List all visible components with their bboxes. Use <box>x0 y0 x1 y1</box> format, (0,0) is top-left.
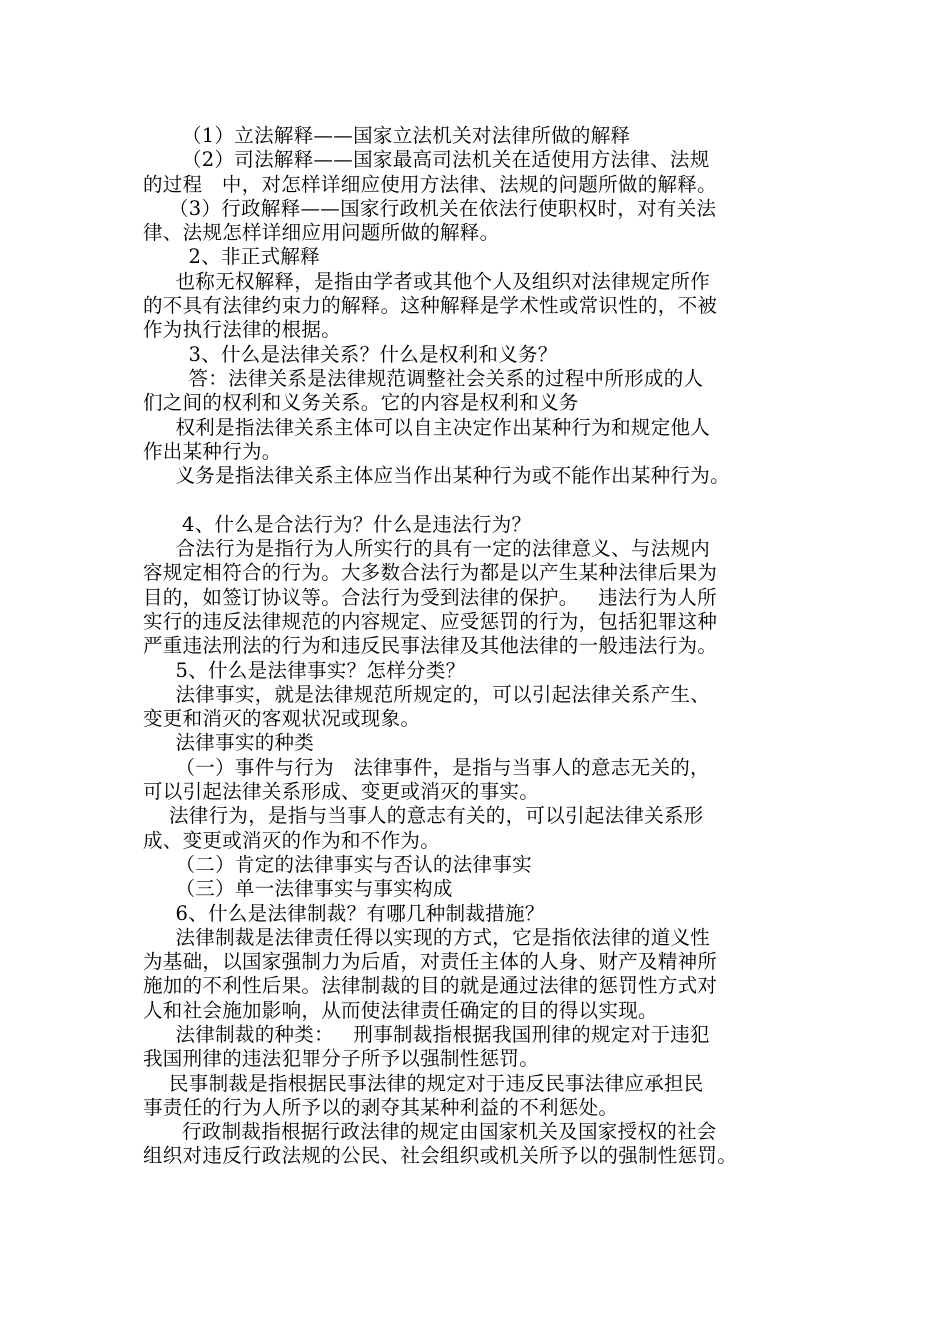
text-line: （一）事件与行为 法律事件，是指与当事人的意志无关的， <box>143 755 710 779</box>
text-line: 组织对违反行政法规的公民、社会组织或机关所予以的强制性惩罚。 <box>143 1144 738 1168</box>
text-line: （2）司法解释——国家最高司法机关在适使用方法律、法规 <box>143 148 710 172</box>
text-line: 法律事实的种类 <box>143 731 315 755</box>
text-line: 施加的不利性后果。法律制裁的目的就是通过法律的惩罚性方式对 <box>143 974 718 998</box>
text-line: 变更和消灭的客观状况或现象。 <box>143 707 421 731</box>
text-line: （3）行政解释——国家行政机关在依法行使职权时，对有关法 <box>143 196 717 220</box>
text-line: 4、什么是合法行为？什么是违法行为？ <box>143 512 532 536</box>
text-line: 3、什么是法律关系？什么是权利和义务？ <box>143 342 558 366</box>
text-line: 我国刑律的违法犯罪分子所予以强制性惩罚。 <box>143 1047 540 1071</box>
text-line: 法律制裁是法律责任得以实现的方式，它是指依法律的道义性 <box>143 925 711 949</box>
text-line: 行政制裁指根据行政法律的规定由国家机关及国家授权的社会 <box>143 1120 717 1144</box>
text-line: 的不具有法律约束力的解释。这种解释是学术性或常识性的，不被 <box>143 294 718 318</box>
text-line: 2、非正式解释 <box>143 245 320 269</box>
text-line: 5、什么是法律事实？怎样分类？ <box>143 658 466 682</box>
text-line: （二）肯定的法律事实与否认的法律事实 <box>143 852 532 876</box>
text-line: 法律行为，是指与当事人的意志有关的，可以引起法律关系形 <box>143 804 704 828</box>
text-line: 目的，如签订协议等。合法行为受到法律的保护。 违法行为人所 <box>143 585 717 609</box>
text-line: 严重违法刑法的行为和违反民事法律及其他法律的一般违法行为。 <box>143 634 718 658</box>
text-line: （三）单一法律事实与事实构成 <box>143 877 453 901</box>
text-line: 为基础，以国家强制力为后盾，对责任主体的人身、财产及精神所 <box>143 950 718 974</box>
text-line: 实行的违反法律规范的内容规定、应受惩罚的行为，包括犯罪这种 <box>143 609 718 633</box>
text-line: 人和社会施加影响，从而使法律责任确定的目的得以实现。 <box>143 998 658 1022</box>
text-line: 民事制裁是指根据民事法律的规定对于违反民事法律应承担民 <box>143 1071 704 1095</box>
text-line: 答：法律关系是法律规范调整社会关系的过程中所形成的人 <box>143 366 704 390</box>
blank-line <box>143 488 823 512</box>
text-line: 法律制裁的种类： 刑事制裁指根据我国刑律的规定对于违犯 <box>143 1022 710 1046</box>
text-line: 法律事实，就是法律规范所规定的，可以引起法律关系产生、 <box>143 682 711 706</box>
text-line: 作出某种行为。 <box>143 439 282 463</box>
document-body <box>143 124 823 1169</box>
text-line: 容规定相符合的行为。大多数合法行为都是以产生某种法律后果为 <box>143 561 718 585</box>
text-line: 事责任的行为人所予以的剥夺其某种利益的不利惩处。 <box>143 1095 619 1119</box>
text-line: 权利是指法律关系主体可以自主决定作出某种行为和规定他人 <box>143 415 711 439</box>
text-line: 合法行为是指行为人所实行的具有一定的法律意义、与法规内 <box>143 537 711 561</box>
text-line: （1）立法解释——国家立法机关对法律所做的解释 <box>143 124 631 147</box>
text-line: 也称无权解释，是指由学者或其他个人及组织对法律规定所作 <box>143 269 711 293</box>
text-line: 律、法规怎样详细应用问题所做的解释。 <box>143 221 500 245</box>
text-line: 的过程 中，对怎样详细应使用方法律、法规的问题所做的解释。 <box>143 172 717 196</box>
text-line: 可以引起法律关系形成、变更或消灭的事实。 <box>143 780 540 804</box>
text-line: 义务是指法律关系主体应当作出某种行为或不能作出某种行为。 <box>143 464 730 488</box>
text-line: 成、变更或消灭的作为和不作为。 <box>143 828 441 852</box>
text-line: 们之间的权利和义务关系。它的内容是权利和义务 <box>143 391 579 415</box>
text-line: 6、什么是法律制裁？有哪几种制裁措施？ <box>143 901 545 925</box>
text-line: 作为执行法律的根据。 <box>143 318 342 342</box>
